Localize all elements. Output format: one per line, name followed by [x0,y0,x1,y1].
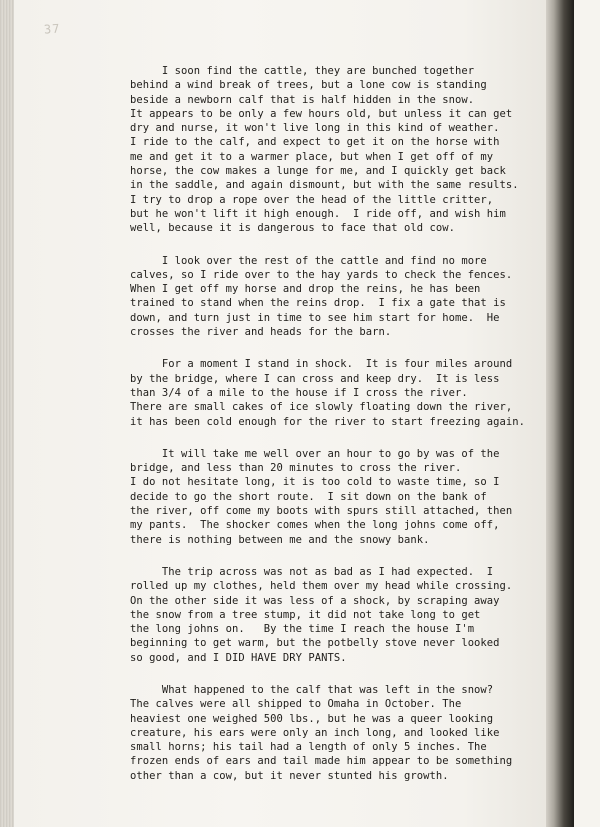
text-line: When I get off my horse and drop the reins, he has been [130,283,481,296]
text-line: there is nothing between me and the snowy bank. [130,533,430,546]
page-number: 37 [43,21,61,37]
paragraph-2 [130,254,560,340]
text-line: dry and nurse, it won't live long in this kind of weather. [130,122,500,135]
text-line: I try to drop a rope over the head of the little critter, [130,193,494,206]
text-line: than 3/4 of a mile to the house if I cross the river. [130,386,468,399]
text-line: other than a cow, but it never stunted his growth. [130,769,449,782]
text-line: beside a newborn calf that is half hidden in the snow. [130,93,475,106]
text-line: me and get it to a warmer place, but when I get off of my [130,150,494,163]
text-line: the snow from a tree stump, it did not take long to get [130,608,481,621]
text-line: well, because it is dangerous to face that old cow. [130,222,455,235]
text-line: There are small cakes of ice slowly floating down the river, [130,401,513,414]
text-line: small horns; his tail had a length of only 5 inches. The [130,741,487,754]
text-line: so good, and I DID HAVE DRY PANTS. [130,651,347,664]
text-line: horse, the cow makes a lunge for me, and I quickly get back [130,165,506,178]
text-line: For a moment I stand in shock. It is four miles around [130,358,513,371]
text-line: frozen ends of ears and tail made him appear to be something [130,755,513,768]
paragraph-1 [130,64,560,236]
text-line: behind a wind break of trees, but a lone cow is standing [130,79,487,92]
paragraph-6 [130,683,560,783]
text-line: I do not hesitate long, it is too cold to waste time, so I [130,476,500,489]
text-line: the long johns on. By the time I reach the house I'm [130,623,475,636]
paragraph-3 [130,357,560,428]
text-line: It will take me well over an hour to go by was of the [130,447,500,460]
text-line: I ride to the calf, and expect to get it on the horse with [130,136,500,149]
text-line: it has been cold enough for the river to start freezing again. [130,415,526,428]
text-line: but he won't lift it high enough. I ride off, and wish him [130,207,506,220]
text-line: I look over the rest of the cattle and find no more [130,254,487,267]
text-line: in the saddle, and again dismount, but with the same results. [130,179,519,192]
text-line: bridge, and less than 20 minutes to cross the river. [130,462,462,475]
text-line: by the bridge, where I can cross and keep dry. It is less [130,372,500,385]
text-line: heaviest one weighed 500 lbs., but he was a queer looking [130,712,494,725]
text-line: beginning to get warm, but the potbelly stove never looked [130,637,500,650]
text-line: What happened to the calf that was left in the snow? [130,683,494,696]
text-line: crosses the river and heads for the barn. [130,326,392,339]
text-line: my pants. The shocker comes when the long johns come off, [130,519,500,532]
text-line: decide to go the short route. I sit down on the bank of [130,490,487,503]
text-line: I soon find the cattle, they are bunched together [130,65,475,77]
text-line: On the other side it was less of a shock, by scraping away [130,594,500,607]
text-line: rolled up my clothes, held them over my head while crossing. [130,580,513,593]
text-line: trained to stand when the reins drop. I fix a gate that is [130,297,506,310]
page-edges [0,0,14,827]
text-line: creature, his ears were only an inch long, and looked like [130,726,500,739]
paragraph-4 [130,447,560,547]
body-text [130,64,560,801]
text-line: The calves were all shipped to Omaha in October. The [130,698,462,711]
text-line: The trip across was not as bad as I had expected. I [130,565,494,578]
text-line: the river, off come my boots with spurs still attached, then [130,505,513,518]
paragraph-5 [130,565,560,665]
text-line: calves, so I ride over to the hay yards to check the fences. [130,268,513,281]
text-line: It appears to be only a few hours old, but unless it can get [130,107,513,120]
text-line: down, and turn just in time to see him start for home. He [130,311,500,324]
